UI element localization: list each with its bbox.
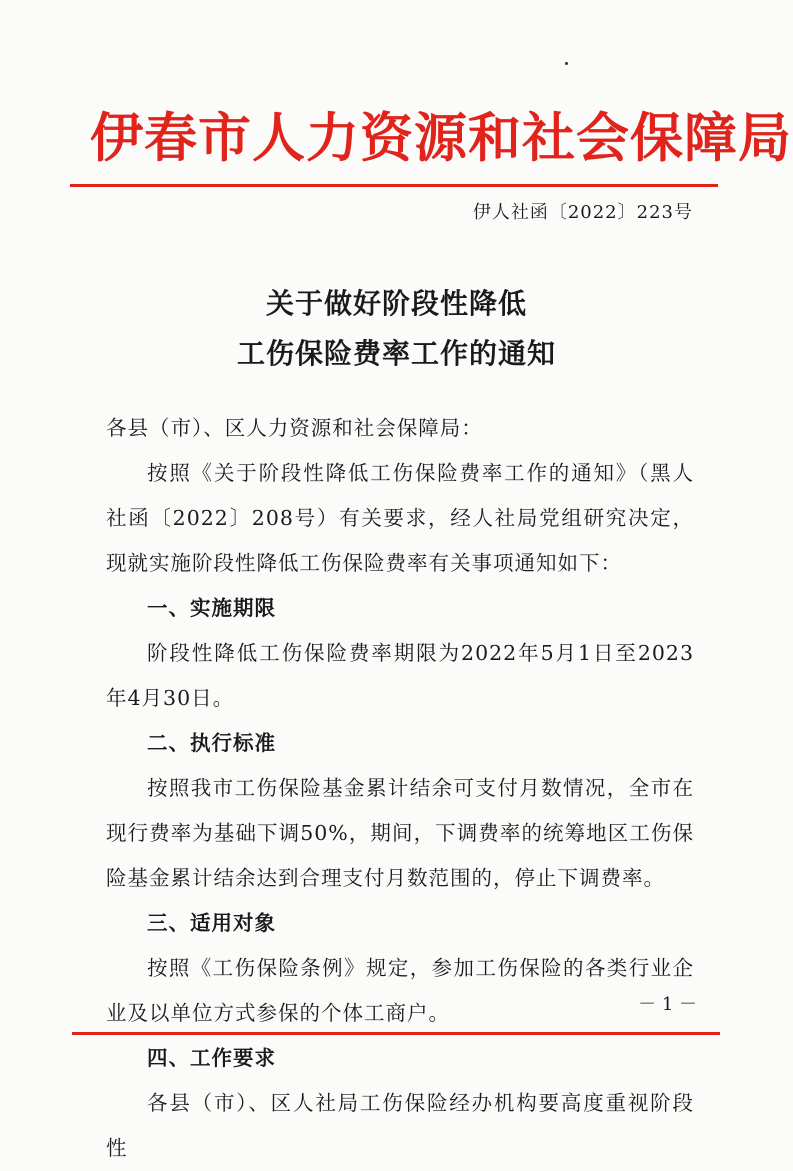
section-heading-standard: 二、执行标准 bbox=[147, 731, 276, 755]
footer-red-rule bbox=[72, 1032, 720, 1035]
scan-speck bbox=[565, 62, 568, 65]
letterhead-red-rule bbox=[70, 184, 718, 187]
salutation: 各县（市）、区人力资源和社会保障局： bbox=[106, 416, 483, 440]
section-text-scope: 按照《工伤保险条例》规定，参加工伤保险的各类行业企业及以单位方式参保的个体工商户。 bbox=[106, 956, 694, 1025]
section-heading-scope: 三、适用对象 bbox=[147, 911, 276, 935]
notice-title-line-1: 关于做好阶段性降低 bbox=[265, 287, 527, 320]
agency-letterhead: 伊春市人力资源和社会保障局 bbox=[90, 108, 792, 169]
section-heading-period: 一、实施期限 bbox=[147, 596, 276, 620]
intro-paragraph: 按照《关于阶段性降低工伤保险费率工作的通知》（黑人社函〔2022〕208号）有关要求，经人社局党组研究决定，现就实施阶段性降低工伤保险费率有关事项通知如下： bbox=[106, 461, 694, 575]
document-number: 伊人社函〔2022〕223号 bbox=[472, 202, 693, 223]
section-text-requirements: 各县（市）、区人社局工伤保险经办机构要高度重视阶段性 bbox=[106, 1091, 694, 1160]
section-text-standard: 按照我市工伤保险基金累计结余可支付月数情况，全市在现行费率为基础下调50%，期间，下调费率的统筹地区工伤保险基金累计结余达到合理支付月数范围的，停止下调费率。 bbox=[106, 776, 694, 890]
section-text-period: 阶段性降低工伤保险费率期限为2022年5月1日至2023年4月30日。 bbox=[106, 641, 694, 710]
notice-title-line-2: 工伤保险费率工作的通知 bbox=[236, 337, 556, 370]
document-body bbox=[106, 406, 694, 1171]
section-heading-requirements: 四、工作要求 bbox=[147, 1046, 276, 1070]
page-number: － 1 － bbox=[638, 994, 697, 1015]
